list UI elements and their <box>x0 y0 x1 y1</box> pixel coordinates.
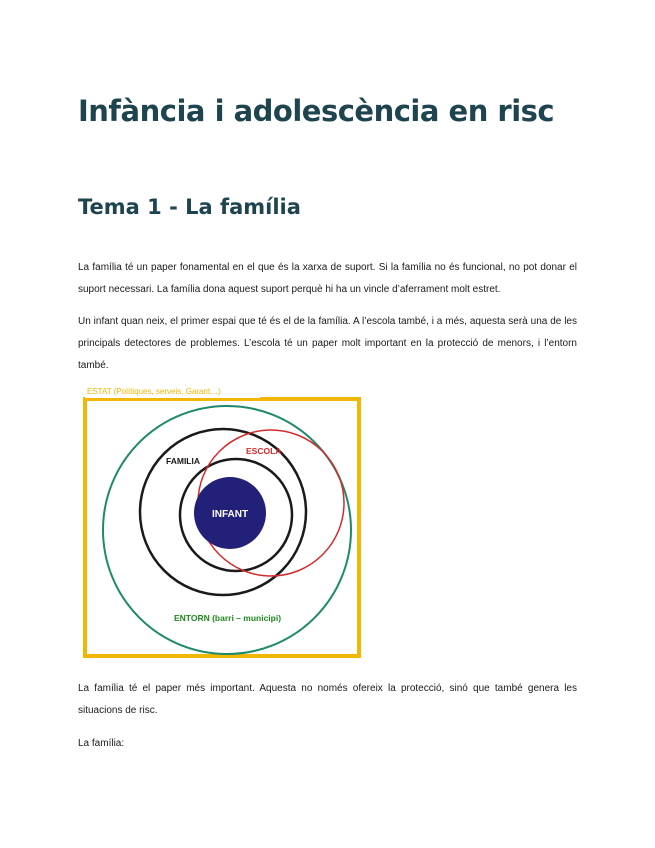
protection-circles-svg <box>75 381 370 665</box>
infant-label: INFANT <box>211 509 249 520</box>
protection-circles-diagram <box>75 381 370 665</box>
estat-label: ESTAT (Polítiques, serveis, Garant…) <box>87 387 221 396</box>
entorn-label: ENTORN (barri – municipi) <box>174 613 282 623</box>
paragraph-school-role: Un infant quan neix, el primer espai que té és el de la família. A l’escola també, i a més, aquesta serà una de les principals detectores de problemes. L’escola té un paper molt important en la protecció de menors, i l’entorn també. <box>78 316 577 371</box>
paragraph-support-network: La família té un paper fonamental en el que és la xarxa de suport. Si la família no és funcional, no pot donar el suport necessari. La família dona aquest suport perquè hi ha un vincle d’aferrament molt estret. <box>78 262 577 295</box>
paragraph-family-risk: La família té el paper més important. Aquesta no només ofereix la protecció, sinó que també genera les situacions de risc. <box>78 683 577 716</box>
section-title: Tema 1 - La família <box>78 195 301 219</box>
page-title: Infància i adolescència en risc <box>78 94 555 128</box>
escola-label: ESCOLA <box>246 446 282 456</box>
familia-label: FAMILIA <box>166 456 200 466</box>
paragraph-family-list-intro: La família: <box>78 738 125 749</box>
